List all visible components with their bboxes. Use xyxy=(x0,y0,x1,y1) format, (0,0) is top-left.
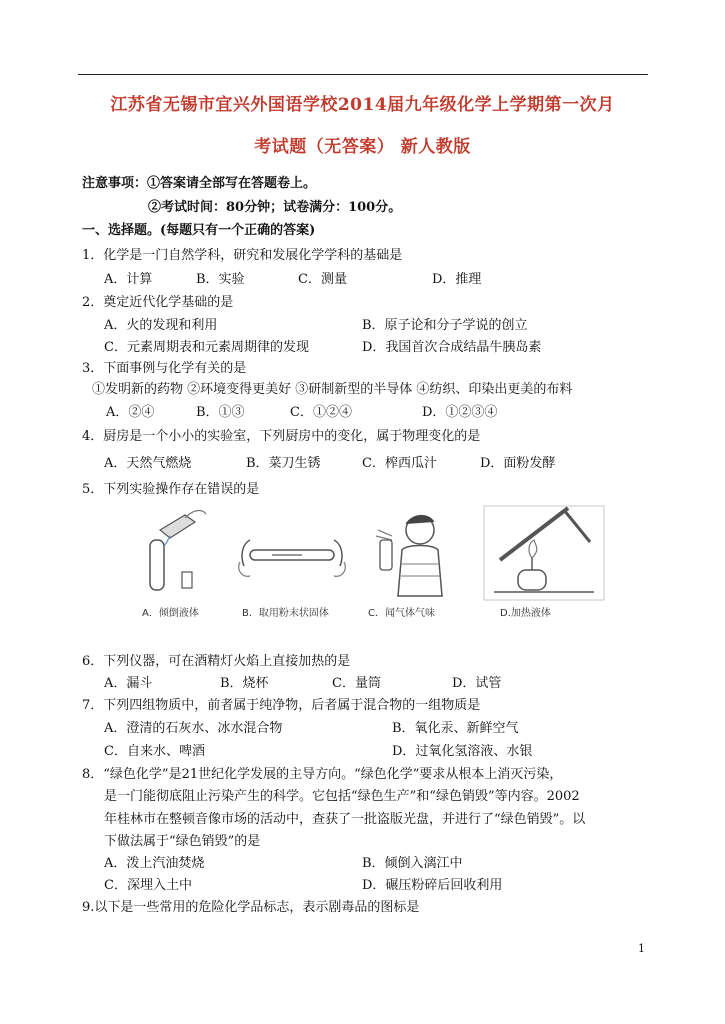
q8-option-a: A．泼上汽油焚烧 xyxy=(104,856,205,871)
figure-a-caption: A．倾倒液体 xyxy=(142,608,199,619)
q7-option-a: A．澄清的石灰水、冰水混合物 xyxy=(104,721,283,736)
q2-option-c: C．元素周期表和元素周期律的发现 xyxy=(104,340,309,355)
question-6-stem: 6．下列仪器，可在酒精灯火焰上直接加热的是 xyxy=(82,654,351,669)
question-8-stem-line2: 是一门能彻底阻止污染产生的科学。它包括“绿色生产”和“绿色销毁”等内容。2002 xyxy=(104,789,580,804)
figure-d-heating-liquid xyxy=(478,500,608,620)
question-1-stem: 1．化学是一门自然学科，研究和发展化学学科的基础是 xyxy=(82,248,403,263)
figure-c-caption: C．闻气体气味 xyxy=(368,608,435,619)
q1-option-d: D．推理 xyxy=(432,272,482,287)
q6-option-c: C．量筒 xyxy=(332,676,381,691)
smelling-gas-drawing xyxy=(358,500,468,600)
q2-option-d: D．我国首次合成结晶牛胰岛素 xyxy=(362,340,542,355)
question-8-stem-line3: 年桂林市在整顿音像市场的活动中，查获了一批盗版光盘，并进行了“绿色销毁”。以 xyxy=(104,812,586,827)
question-2-stem: 2．奠定近代化学基础的是 xyxy=(82,295,234,310)
question-3-stem: 3．下面事例与化学有关的是 xyxy=(82,361,247,376)
q4-option-b: B．菜刀生锈 xyxy=(246,456,321,471)
question-4-stem: 4．厨房是一个小小的实验室，下列厨房中的变化，属于物理变化的是 xyxy=(82,429,481,444)
page-number: 1 xyxy=(638,942,645,955)
q3-option-a: A．②④ xyxy=(106,405,155,420)
q3-option-b: B．①③ xyxy=(196,405,245,420)
question-5-stem: 5．下列实验操作存在错误的是 xyxy=(82,482,260,497)
q4-option-a: A．天然气燃烧 xyxy=(104,456,192,471)
q2-option-a: A．火的发现和利用 xyxy=(104,318,218,333)
figure-b-caption: B．取用粉末状固体 xyxy=(242,608,329,619)
document-title-line1: 江苏省无锡市宜兴外国语学校2014届九年级化学上学期第一次月 xyxy=(110,95,615,115)
q7-option-c: C．自来水、啤酒 xyxy=(104,744,205,759)
figure-b-taking-powder xyxy=(232,500,352,620)
q1-option-c: C．测量 xyxy=(298,272,347,287)
q1-option-b: B．实验 xyxy=(196,272,245,287)
question-9-stem: 9.以下是一些常用的危险化学品标志，表示剧毒品的图标是 xyxy=(82,900,420,915)
heating-liquid-drawing xyxy=(478,500,608,600)
taking-powder-drawing xyxy=(232,500,352,600)
q3-option-c: C．①②④ xyxy=(290,405,352,420)
header-rule xyxy=(78,74,648,75)
figure-c-smelling-gas xyxy=(358,500,468,620)
q6-option-a: A．漏斗 xyxy=(104,676,153,691)
pouring-liquid-drawing xyxy=(130,500,230,600)
figure-a-pouring-liquid xyxy=(130,500,230,620)
q3-option-d: D．①②③④ xyxy=(422,405,498,420)
q4-option-d: D．面粉发酵 xyxy=(480,456,556,471)
q6-option-d: D．试管 xyxy=(452,676,502,691)
question-7-stem: 7．下列四组物质中，前者属于纯净物，后者属于混合物的一组物质是 xyxy=(82,698,481,713)
q8-option-b: B．倾倒入漓江中 xyxy=(362,856,463,871)
q7-option-d: D．过氧化氢溶液、水银 xyxy=(392,744,533,759)
question-8-stem: 8．“绿色化学”是21世纪化学发展的主导方向。“绿色化学”要求从根本上消灭污染， xyxy=(82,767,563,782)
figure-d-caption: D.加热液体 xyxy=(500,608,551,619)
q7-option-b: B．氧化汞、新鲜空气 xyxy=(392,721,519,736)
q8-option-d: D．碾压粉碎后回收利用 xyxy=(362,878,503,893)
q2-option-b: B．原子论和分子学说的创立 xyxy=(362,318,528,333)
section-heading: 一、选择题。(每题只有一个正确的答案) xyxy=(82,223,316,238)
lab-operations-figure xyxy=(120,500,620,620)
notes-line2: ②考试时间：80分钟；试卷满分：100分。 xyxy=(148,200,402,215)
q1-option-a: A．计算 xyxy=(104,272,153,287)
document-title-line2: 考试题（无答案） 新人教版 xyxy=(254,137,471,157)
q8-option-c: C．深埋入土中 xyxy=(104,878,192,893)
question-8-stem-line4: 下做法属于“绿色销毁”的是 xyxy=(104,834,261,849)
notes-line1: 注意事项：①答案请全部写在答题卷上。 xyxy=(82,176,317,191)
q4-option-c: C．榨西瓜汁 xyxy=(362,456,437,471)
question-3-items: ①发明新的药物 ②环境变得更美好 ③研制新型的半导体 ④纺织、印染出更美的布料 xyxy=(92,382,573,397)
q6-option-b: B．烧杯 xyxy=(220,676,269,691)
